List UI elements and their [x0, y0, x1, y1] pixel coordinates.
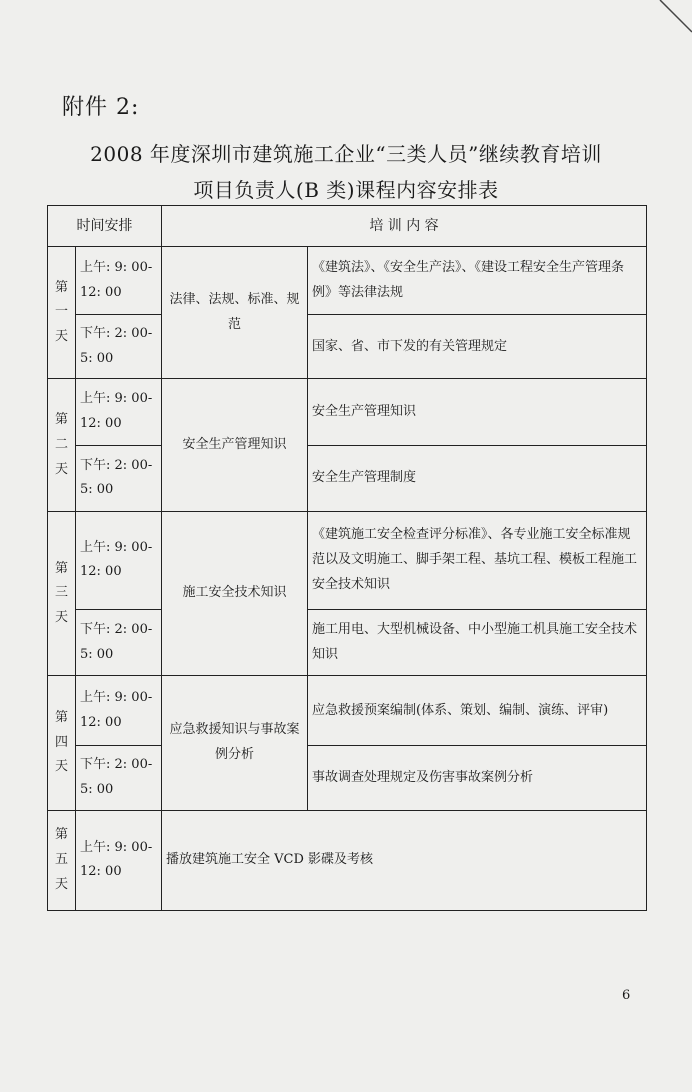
morning-time: 上午: 9: 00-12: 00	[76, 247, 162, 315]
document-title-line1: 2008 年度深圳市建筑施工企业“三类人员”继续教育培训	[90, 142, 602, 166]
afternoon-content: 国家、省、市下发的有关管理规定	[308, 315, 647, 379]
morning-content: 应急救援预案编制(体系、策划、编制、演练、评审)	[308, 676, 647, 746]
morning-time: 上午: 9: 00-12: 00	[76, 676, 162, 746]
day-label: 第 四 天	[48, 676, 76, 810]
day-label: 第 二 天	[48, 379, 76, 511]
table-row	[48, 746, 647, 810]
table-row	[48, 676, 647, 746]
page-number: 6	[622, 988, 631, 1003]
table-row	[48, 379, 647, 445]
table-row	[48, 315, 647, 379]
page-corner-fold	[652, 0, 692, 40]
table-header-row	[48, 206, 647, 247]
topic-cell: 应急救援知识与事故案例分析	[162, 676, 308, 810]
topic-cell: 法律、法规、标准、规范	[162, 247, 308, 379]
morning-content: 安全生产管理知识	[308, 379, 647, 445]
day-label: 第 一 天	[48, 247, 76, 379]
document-title-line2: 项目负责人(B 类)课程内容安排表	[193, 178, 499, 202]
morning-content: 《建筑施工安全检查评分标准》、各专业施工安全标准规范以及文明施工、脚手架工程、基坑工程、模板工程施工安全技术知识	[308, 511, 647, 609]
day5-content: 播放建筑施工安全 VCD 影碟及考核	[162, 810, 647, 910]
header-content: 培 训 内 容	[162, 206, 647, 247]
course-schedule-table	[47, 205, 647, 911]
table-row	[48, 810, 647, 910]
afternoon-time: 下午: 2: 00-5: 00	[76, 746, 162, 810]
morning-time: 上午: 9: 00-12: 00	[76, 379, 162, 445]
afternoon-content: 事故调查处理规定及伤害事故案例分析	[308, 746, 647, 810]
afternoon-time: 下午: 2: 00-5: 00	[76, 445, 162, 511]
table-row	[48, 610, 647, 676]
header-time: 时间安排	[48, 206, 162, 247]
table-row	[48, 247, 647, 315]
day-label: 第 五 天	[48, 810, 76, 910]
table-row	[48, 511, 647, 609]
afternoon-time: 下午: 2: 00-5: 00	[76, 610, 162, 676]
afternoon-time: 下午: 2: 00-5: 00	[76, 315, 162, 379]
table-row	[48, 445, 647, 511]
attachment-label: 附件 2:	[62, 95, 140, 120]
morning-content: 《建筑法》、《安全生产法》、《建设工程安全生产管理条例》等法律法规	[308, 247, 647, 315]
topic-cell: 安全生产管理知识	[162, 379, 308, 511]
afternoon-content: 安全生产管理制度	[308, 445, 647, 511]
morning-time: 上午: 9: 00-12: 00	[76, 511, 162, 609]
topic-cell: 施工安全技术知识	[162, 511, 308, 675]
afternoon-content: 施工用电、大型机械设备、中小型施工机具施工安全技术知识	[308, 610, 647, 676]
day-label: 第 三 天	[48, 511, 76, 675]
morning-time: 上午: 9: 00-12: 00	[76, 810, 162, 910]
